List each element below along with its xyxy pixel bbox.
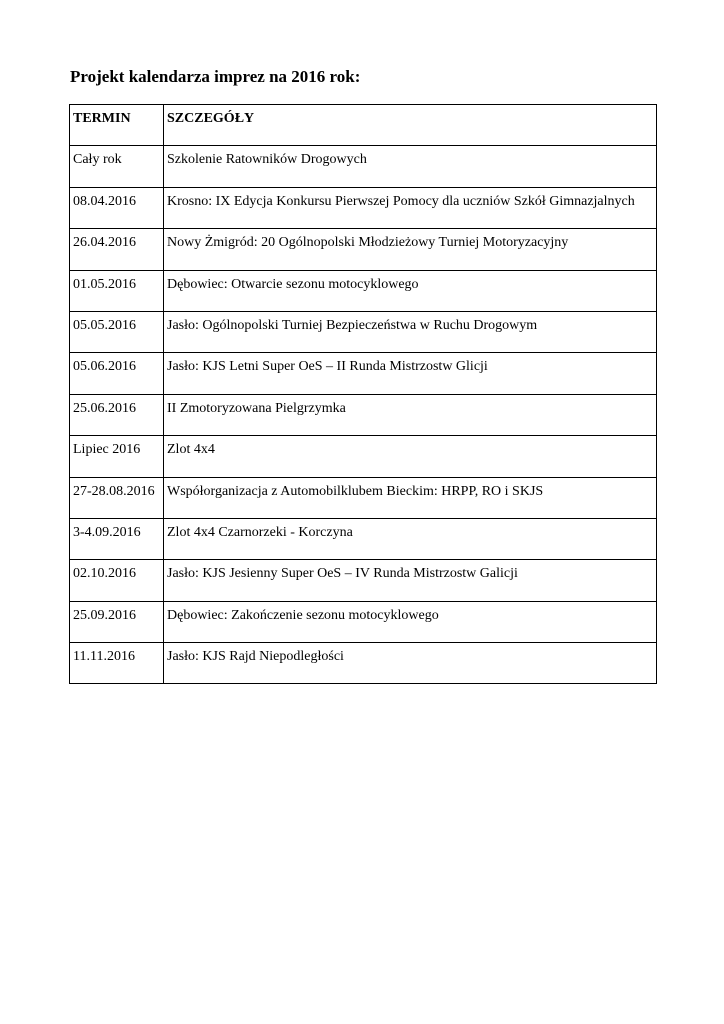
event-date-cell: Lipiec 2016 <box>70 436 164 477</box>
table-row <box>70 518 657 559</box>
table-row <box>70 187 657 228</box>
event-details-cell: Zlot 4x4 Czarnorzeki - Korczyna <box>164 518 657 559</box>
event-date-cell: 25.09.2016 <box>70 601 164 642</box>
table-row <box>70 353 657 394</box>
event-date-cell: 3-4.09.2016 <box>70 518 164 559</box>
event-details-cell: Szkolenie Ratowników Drogowych <box>164 146 657 187</box>
event-date-cell: 25.06.2016 <box>70 394 164 435</box>
event-details-cell: II Zmotoryzowana Pielgrzymka <box>164 394 657 435</box>
table-row <box>70 146 657 187</box>
event-details-cell: Dębowiec: Otwarcie sezonu motocyklowego <box>164 270 657 311</box>
event-details-cell: Zlot 4x4 <box>164 436 657 477</box>
column-header-date: TERMIN <box>70 105 164 146</box>
event-details-cell: Dębowiec: Zakończenie sezonu motocyklowego <box>164 601 657 642</box>
table-row <box>70 560 657 601</box>
event-details-cell: Współorganizacja z Automobilklubem Bieckim: HRPP, RO i SKJS <box>164 477 657 518</box>
event-date-cell: 01.05.2016 <box>70 270 164 311</box>
event-details-cell: Krosno: IX Edycja Konkursu Pierwszej Pomocy dla uczniów Szkół Gimnazjalnych <box>164 187 657 228</box>
table-row <box>70 394 657 435</box>
table-row <box>70 270 657 311</box>
page-title: Projekt kalendarza imprez na 2016 rok: <box>70 67 361 86</box>
table-row <box>70 436 657 477</box>
event-date-cell: 05.05.2016 <box>70 311 164 352</box>
event-date-cell: Cały rok <box>70 146 164 187</box>
event-date-cell: 11.11.2016 <box>70 643 164 684</box>
event-details-cell: Jasło: KJS Rajd Niepodległości <box>164 643 657 684</box>
table-row <box>70 601 657 642</box>
event-details-cell: Jasło: KJS Letni Super OeS – II Runda Mistrzostw Glicji <box>164 353 657 394</box>
event-details-cell: Nowy Żmigród: 20 Ogólnopolski Młodzieżowy Turniej Motoryzacyjny <box>164 229 657 270</box>
table-row <box>70 477 657 518</box>
table-row <box>70 311 657 352</box>
event-details-cell: Jasło: Ogólnopolski Turniej Bezpieczeństwa w Ruchu Drogowym <box>164 311 657 352</box>
event-date-cell: 26.04.2016 <box>70 229 164 270</box>
event-date-cell: 27-28.08.2016 <box>70 477 164 518</box>
event-date-cell: 02.10.2016 <box>70 560 164 601</box>
table-header-row <box>70 105 657 146</box>
event-date-cell: 05.06.2016 <box>70 353 164 394</box>
events-table <box>69 104 657 684</box>
column-header-details: SZCZEGÓŁY <box>164 105 657 146</box>
table-row <box>70 229 657 270</box>
event-date-cell: 08.04.2016 <box>70 187 164 228</box>
table-row <box>70 643 657 684</box>
event-details-cell: Jasło: KJS Jesienny Super OeS – IV Runda Mistrzostw Galicji <box>164 560 657 601</box>
